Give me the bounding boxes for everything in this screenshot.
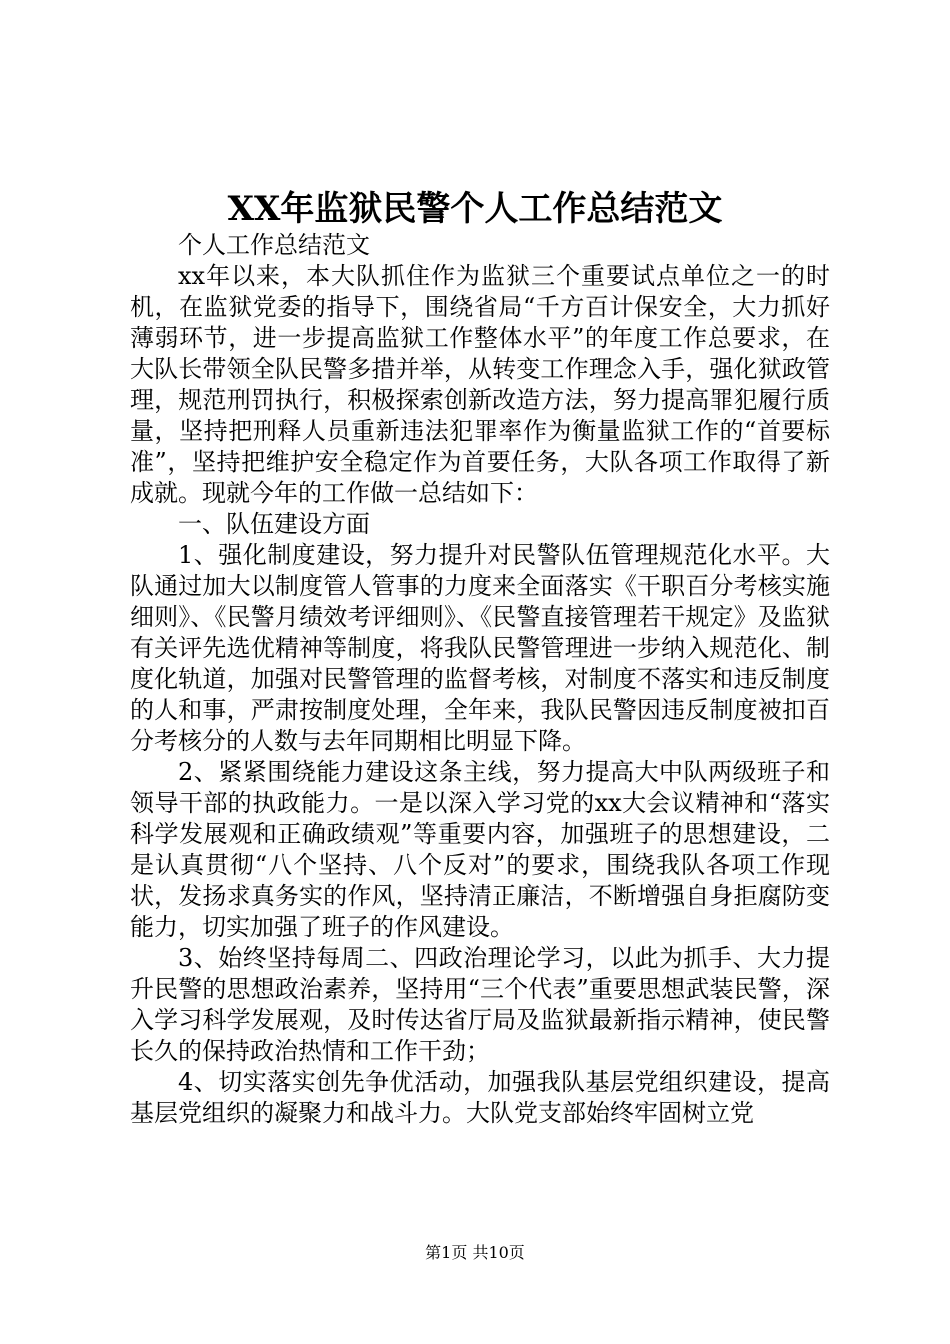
- document-body: [130, 230, 830, 1129]
- paragraph-item-3: 3、始终坚持每周二、四政治理论学习，以此为抓手、大力提升民警的思想政治素养，坚持用“三个代表”重要思想武装民警，深入学习科学发展观，及时传达省厅局及监狱最新指示精神，使民警长久的保持政治热情和工作干劲；: [130, 944, 830, 1065]
- paragraph-item-1: 1、强化制度建设，努力提升对民警队伍管理规范化水平。大队通过加大以制度管人管事的力度来全面落实《干职百分考核实施细则》、《民警月绩效考评细则》、《民警直接管理若干规定》及监狱有关评先选优精神等制度，将我队民警管理进一步纳入规范化、制度化轨道，加强对民警管理的监督考核，对制度不落实和违反制度的人和事，严肃按制度处理，全年来，我队民警因违反制度被扣百分考核分的人数与去年同期相比明显下降。: [130, 541, 830, 755]
- document-title: XX年监狱民警个人工作总结范文: [227, 189, 723, 229]
- paragraph-item-4: 4、切实落实创先争优活动，加强我队基层党组织建设，提高基层党组织的凝聚力和战斗力。大队党支部始终牢固树立党: [130, 1068, 830, 1127]
- paragraph-intro: xx年以来，本大队抓住作为监狱三个重要试点单位之一的时机，在监狱党委的指导下，围绕省局“千方百计保安全，大力抓好薄弱环节，进一步提高监狱工作整体水平”的年度工作总要求，在大队长带领全队民警多措并举，从转变工作理念入手，强化狱政管理，规范刑罚执行，积极探索创新改造方法，努力提高罪犯履行质量，坚持把刑释人员重新违法犯罪率作为衡量监狱工作的“首要标准”，坚持把维护安全稳定作为首要任务，大队各项工作取得了新成就。现就今年的工作做一总结如下：: [130, 262, 830, 507]
- paragraph-item-2: 2、紧紧围绕能力建设这条主线，努力提高大中队两级班子和领导干部的执政能力。一是以深入学习党的xx大会议精神和“落实科学发展观和正确政绩观”等重要内容，加强班子的思想建设，二是认真贯彻“八个坚持、八个反对”的要求，围绕我队各项工作现状，发扬求真务实的作风，坚持清正廉洁，不断增强自身拒腐防变能力，切实加强了班子的作风建设。: [130, 758, 830, 941]
- section-subtitle: 个人工作总结范文: [178, 231, 370, 259]
- section-heading-team-building: 一、队伍建设方面: [178, 510, 370, 538]
- page-footer: 第1页 共10页: [425, 1243, 525, 1262]
